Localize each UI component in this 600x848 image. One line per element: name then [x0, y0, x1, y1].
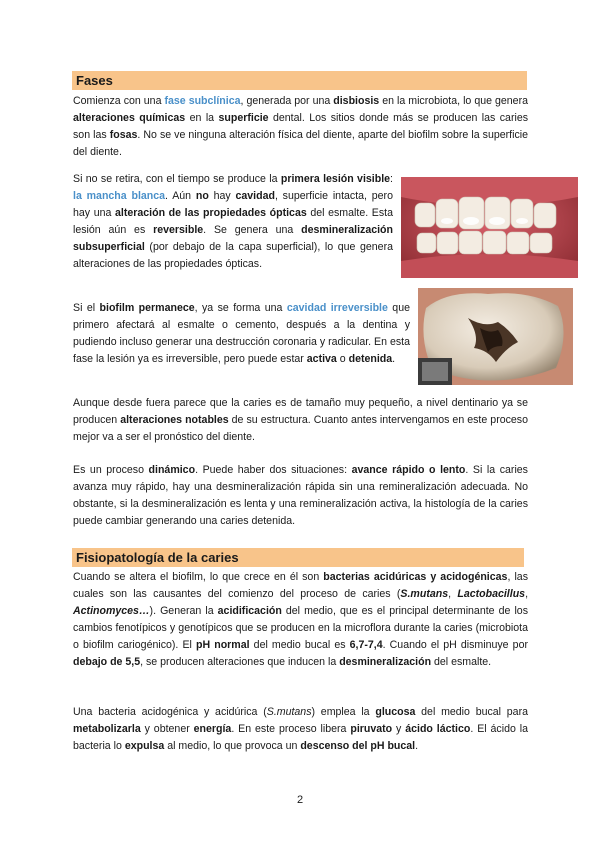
text-run: del medio, que es el principal determinante de los cambios fenotípicos y genotípicos que se producen en la microflora durante la caries (microbiota o biofilm cariogénico). El [73, 604, 528, 651]
text-run: de su estructura. Cuanto antes intervengamos en este proceso mejor va a ser el pronóstico del diente. [73, 413, 528, 443]
text-run: : [390, 173, 393, 185]
text-run: Comienza con una [73, 95, 165, 107]
text-run: al medio, lo que provoca un [164, 739, 301, 752]
text-run: alteraciones químicas [73, 111, 186, 124]
text-run: . No se ve ninguna alteración física del diente, aparte del biofilm sobre la superficie del diente. [73, 128, 528, 158]
text-run: dental. Los sitios donde más se producen las caries son las [73, 111, 529, 141]
text-run: superficie [218, 111, 269, 124]
text-run: y [392, 722, 406, 735]
text-run: desmineralización subsuperficial [73, 223, 394, 253]
text-run: desmineralización [339, 655, 432, 668]
text-run: . Se genera una [203, 223, 302, 236]
text-run: , [448, 587, 458, 600]
text-run: Si el [73, 302, 100, 314]
cavity-molar-photo [418, 288, 573, 385]
text-run: ). Generan la [149, 604, 218, 617]
text-run: , superficie intacta, pero hay una [73, 189, 393, 219]
text-run: . Cuando el pH disminuye por [382, 638, 528, 651]
section-heading-fisiopatologia: Fisiopatología de la caries [72, 548, 524, 567]
text-run: , [525, 587, 529, 600]
text-run: y obtener [140, 722, 194, 735]
text-run: expulsa [124, 739, 165, 752]
text-run: o [336, 352, 349, 365]
text-run: en la microbiota, lo que genera [379, 95, 528, 107]
text-run: la mancha blanca [73, 189, 166, 202]
text-run: Actinomyces… [73, 604, 150, 617]
text-run: Si no se retira, con el tiempo se produce la [73, 173, 281, 185]
text-run: Una bacteria acidogénica y acidúrica ( [73, 706, 267, 718]
text-run: alteraciones notables [120, 413, 229, 426]
text-run: S.mutans [400, 587, 449, 600]
text-run: . En este proceso libera [231, 722, 351, 735]
paragraph-2 [73, 171, 393, 272]
text-run: S.mutans [266, 706, 312, 718]
text-run: debajo de 5,5 [73, 655, 141, 668]
text-run: , las cuales son las causantes del comienzo del proceso de caries ( [73, 571, 528, 600]
text-run: cavidad irreversible [286, 302, 388, 314]
text-run: alteración de las propiedades ópticas [115, 206, 307, 219]
text-run: Aunque desde fuera parece que la caries es de tamaño muy pequeño, a nivel dentinario ya se producen [73, 397, 528, 426]
text-run: primera lesión visible [280, 173, 391, 185]
text-run: hay [208, 189, 236, 202]
text-run: , se producen alteraciones que inducen la [140, 655, 340, 668]
text-run: Es un proceso [73, 464, 149, 476]
paragraph-7 [73, 704, 528, 755]
text-run: piruvato [350, 722, 393, 735]
text-run: 6,7-7,4 [349, 638, 383, 651]
text-run: energía [193, 722, 232, 735]
text-run: activa [306, 352, 337, 365]
text-run: glucosa [375, 706, 416, 718]
text-run: del medio bucal es [249, 638, 350, 651]
text-run: acidificación [217, 604, 282, 617]
text-run: pH normal [196, 638, 250, 651]
text-run: del medio bucal para [415, 706, 528, 718]
text-run: reversible [153, 223, 204, 236]
text-run: del esmalte. [431, 655, 492, 668]
white-spot-teeth-photo [401, 177, 578, 278]
text-run: cavidad [235, 189, 275, 202]
text-run: . Si la caries avanza muy rápido, hay una desmineralización rápida sin una remineralización adecuada. No obstante, si la desmineralización es lenta y una remineralización activa, la histología de la caries puede cambiar generando una caries detenida. [73, 464, 528, 527]
text-run: ) emplea la [311, 706, 376, 718]
text-run: . [392, 352, 396, 365]
text-run: en la [185, 111, 219, 124]
text-run: detenida [348, 352, 393, 365]
paragraph-1 [73, 93, 528, 161]
text-run: biofilm permanece [99, 302, 195, 314]
text-run: metabolizarla [73, 722, 141, 735]
text-run: avance rápido o lento [351, 464, 466, 476]
text-run: del esmalte. Esta lesión aún es [73, 206, 393, 236]
text-run: , generada por una [240, 95, 334, 107]
paragraph-5 [73, 462, 528, 530]
paragraph-6 [73, 569, 528, 670]
paragraph-3 [73, 300, 410, 368]
text-run: , ya se forma una [194, 302, 287, 314]
text-run: . Aún [165, 189, 196, 202]
text-run: . El ácido la bacteria lo [73, 722, 528, 752]
text-run: bacterias acidúricas y acidogénicas [323, 571, 508, 583]
text-run: . [415, 739, 419, 752]
text-run: descenso del pH bucal [300, 739, 416, 752]
text-run: Cuando se altera el biofilm, lo que crece en él son [73, 571, 324, 583]
text-run: dinámico [148, 464, 196, 476]
text-run: Lactobacillus [457, 587, 526, 600]
text-run: disbiosis [333, 95, 380, 107]
text-run: . Puede haber dos situaciones: [195, 464, 352, 476]
section-heading-fases: Fases [72, 71, 527, 90]
paragraph-4 [73, 395, 528, 446]
text-run: que primero afectará al esmalte o cemento, después a la dentina y pudiendo incluso generar una destrucción coronaria y radicular. En esta fase la lesión ya es irreversible, pero puede estar [73, 302, 410, 365]
text-run: fase subclínica [164, 95, 241, 107]
text-run: fosas [109, 128, 138, 141]
page-number: 2 [296, 794, 304, 806]
text-run: ácido láctico [405, 722, 471, 735]
text-run: (por debajo de la capa superficial), lo que genera alteraciones de las propiedades ópticas. [73, 240, 393, 270]
text-run: no [195, 189, 209, 202]
